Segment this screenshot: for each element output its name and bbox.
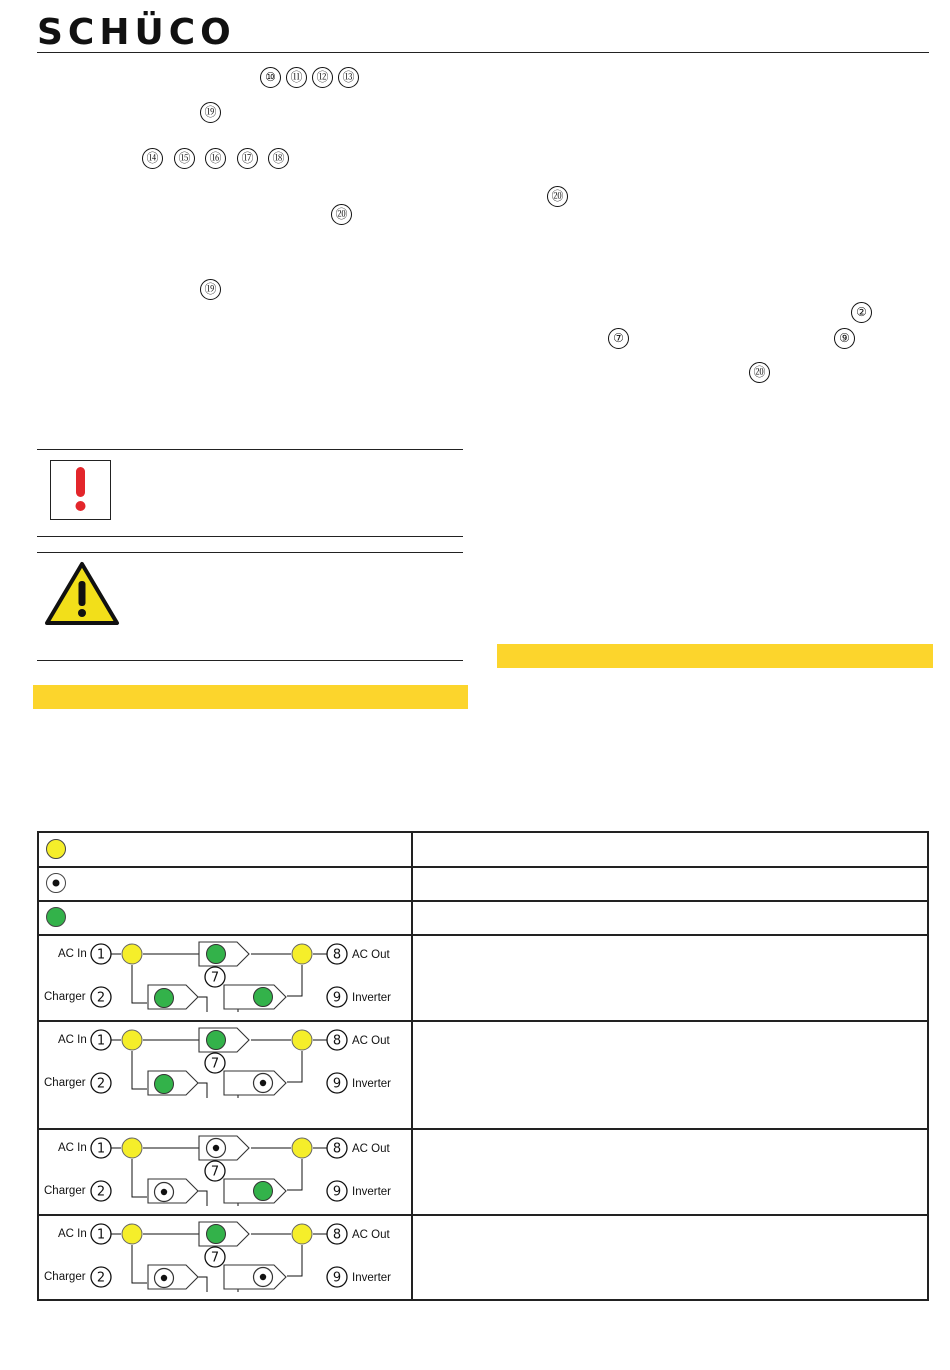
- legend-green-led: [46, 907, 66, 927]
- number-label: 8: [332, 1033, 342, 1049]
- ref-num: ⑰: [237, 148, 258, 169]
- number-label: 8: [332, 1141, 342, 1157]
- wire: [287, 1051, 302, 1082]
- number-label: 1: [96, 1033, 106, 1049]
- notice-bottom-rule: [37, 536, 463, 537]
- inverter-led: [254, 1182, 273, 1201]
- number-label: 1: [96, 947, 106, 963]
- label-ac-out: AC Out: [352, 1035, 390, 1047]
- exclamation-icon: [51, 461, 110, 519]
- number-label: 2: [96, 1076, 106, 1092]
- wiring-diagram: [39, 1129, 411, 1215]
- warning-bottom-rule: [37, 660, 463, 661]
- wire: [132, 1159, 147, 1197]
- number-label: 9: [332, 1184, 342, 1200]
- wire: [132, 1245, 147, 1283]
- ref-num: ⑱: [268, 148, 289, 169]
- ac-out-led: [292, 1224, 312, 1244]
- ref-num: ⑳: [749, 362, 770, 383]
- wire: [287, 1245, 302, 1276]
- wire: [132, 965, 147, 1003]
- number-label: 2: [96, 1270, 106, 1286]
- charger-led: [155, 989, 174, 1008]
- ref-num: ⑦: [608, 328, 629, 349]
- wire: [287, 965, 302, 996]
- ref-num: ⑫: [312, 67, 333, 88]
- label-charger: Charger: [44, 1185, 86, 1197]
- transfer-led: [207, 945, 226, 964]
- ref-num: ⑲: [200, 279, 221, 300]
- wiring-diagram: [39, 1215, 411, 1301]
- brand-logo: SCHÜCO: [37, 12, 236, 53]
- label-ac-in: AC In: [58, 1142, 87, 1154]
- wire: [132, 1051, 147, 1089]
- ref-num: ⑩: [260, 67, 281, 88]
- number-label: 9: [332, 990, 342, 1006]
- label-ac-in: AC In: [58, 1228, 87, 1240]
- label-ac-in: AC In: [58, 1034, 87, 1046]
- transfer-led-center: [213, 1145, 219, 1151]
- number-label: 8: [332, 947, 342, 963]
- transfer-led: [207, 1225, 226, 1244]
- section-heading-bar-left: [33, 685, 468, 709]
- header-rule: [37, 52, 929, 53]
- inverter-led-center: [260, 1274, 266, 1280]
- wiring-diagram: [39, 1021, 411, 1129]
- ref-num: ⑳: [547, 186, 568, 207]
- label-charger: Charger: [44, 1271, 86, 1283]
- warning-triangle-icon: [44, 561, 120, 627]
- ref-num: ⑨: [834, 328, 855, 349]
- label-charger: Charger: [44, 1077, 86, 1089]
- label-inverter: Inverter: [352, 1272, 391, 1284]
- inverter-led-center: [260, 1080, 266, 1086]
- ref-num: ②: [851, 302, 872, 323]
- ref-num: ⑪: [286, 67, 307, 88]
- ref-num: ⑮: [174, 148, 195, 169]
- number-label: 7: [210, 1056, 220, 1072]
- label-ac-out: AC Out: [352, 949, 390, 961]
- label-inverter: Inverter: [352, 992, 391, 1004]
- number-label: 1: [96, 1141, 106, 1157]
- transfer-led: [207, 1031, 226, 1050]
- number-label: 2: [96, 1184, 106, 1200]
- ac-in-led: [122, 1138, 142, 1158]
- notice-box: [50, 460, 111, 520]
- label-ac-out: AC Out: [352, 1229, 390, 1241]
- ref-num: ⑯: [205, 148, 226, 169]
- ref-num: ⑲: [200, 102, 221, 123]
- notice-top-rule: [37, 449, 463, 450]
- number-label: 7: [210, 970, 220, 986]
- ac-out-led: [292, 944, 312, 964]
- ref-num: ⑳: [331, 204, 352, 225]
- ref-num: ⑭: [142, 148, 163, 169]
- label-ac-out: AC Out: [352, 1143, 390, 1155]
- number-label: 9: [332, 1270, 342, 1286]
- charger-led-center: [161, 1189, 167, 1195]
- ac-out-led: [292, 1138, 312, 1158]
- charger-led-center: [161, 1275, 167, 1281]
- legend-off-led: [46, 873, 66, 893]
- charger-led: [155, 1075, 174, 1094]
- wire: [287, 1159, 302, 1190]
- warning-top-rule: [37, 552, 463, 553]
- number-label: 7: [210, 1164, 220, 1180]
- label-ac-in: AC In: [58, 948, 87, 960]
- legend-yellow-led: [46, 839, 66, 859]
- wiring-diagram: [39, 935, 411, 1021]
- number-label: 2: [96, 990, 106, 1006]
- section-heading-bar-right: [497, 644, 933, 668]
- ac-in-led: [122, 1030, 142, 1050]
- number-label: 9: [332, 1076, 342, 1092]
- inverter-led: [254, 988, 273, 1007]
- label-inverter: Inverter: [352, 1078, 391, 1090]
- ac-out-led: [292, 1030, 312, 1050]
- label-inverter: Inverter: [352, 1186, 391, 1198]
- number-label: 7: [210, 1250, 220, 1266]
- label-charger: Charger: [44, 991, 86, 1003]
- ac-in-led: [122, 1224, 142, 1244]
- number-label: 8: [332, 1227, 342, 1243]
- ac-in-led: [122, 944, 142, 964]
- ref-num: ⑬: [338, 67, 359, 88]
- number-label: 1: [96, 1227, 106, 1243]
